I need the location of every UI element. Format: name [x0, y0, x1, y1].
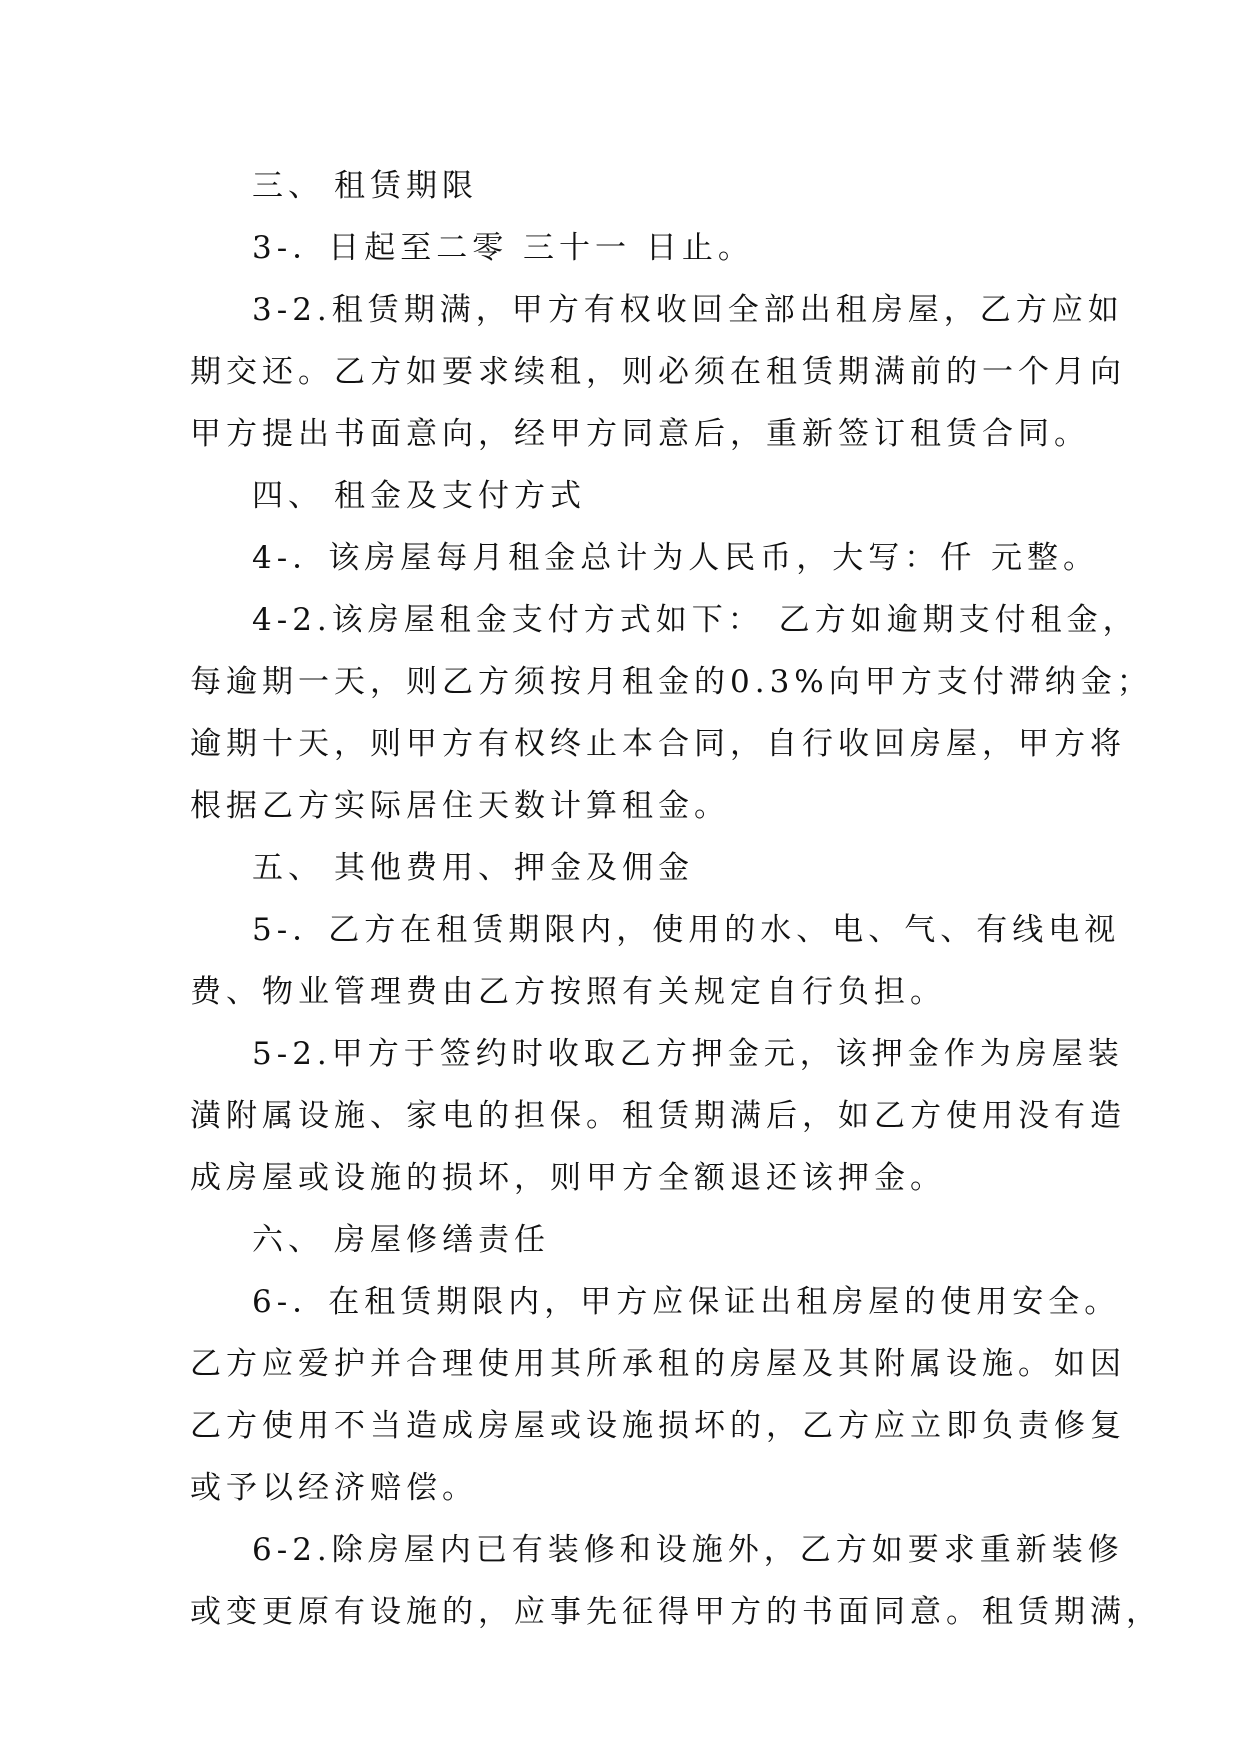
section-heading	[190, 837, 1050, 899]
section-number: 三、	[252, 168, 324, 204]
paragraph-line: 每逾期一天，则乙方须按月租金的0.3%向甲方支付滞纳金；	[190, 664, 1153, 700]
paragraph-line: 逾期十天，则甲方有权终止本合同，自行收回房屋，甲方将	[190, 726, 1126, 762]
section-title: 其他费用、押金及佣金	[334, 850, 694, 886]
paragraph-line: 根据乙方实际居住天数计算租金。	[190, 788, 730, 824]
paragraph-line: 期交还。乙方如要求续租，则必须在租赁期满前的一个月向	[190, 354, 1126, 390]
paragraph-line: 4-2.该房屋租金支付方式如下： 乙方如逾期支付租金，	[252, 602, 1139, 638]
paragraph-line: 费、物业管理费由乙方按照有关规定自行负担。	[190, 974, 946, 1010]
paragraph-line: 5-2.甲方于签约时收取乙方押金元，该押金作为房屋装	[252, 1036, 1124, 1072]
paragraph-line: 甲方提出书面意向，经甲方同意后，重新签订租赁合同。	[190, 416, 1090, 452]
section-number: 六、	[252, 1222, 324, 1258]
section-number: 五、	[252, 850, 324, 886]
section-number: 四、	[252, 478, 324, 514]
paragraph-line: 或变更原有设施的，应事先征得甲方的书面同意。租赁期满，	[190, 1594, 1162, 1630]
paragraph-line: 或予以经济赔偿。	[190, 1470, 478, 1506]
paragraph-line: 成房屋或设施的损坏，则甲方全额退还该押金。	[190, 1160, 946, 1196]
section-title: 房屋修缮责任	[334, 1222, 550, 1258]
paragraph-line: 乙方应爱护并合理使用其所承租的房屋及其附属设施。如因	[190, 1346, 1126, 1382]
paragraph-line: 5-．乙方在租赁期限内，使用的水、电、气、有线电视	[252, 912, 1121, 948]
section-heading	[190, 465, 1050, 527]
paragraph-line: 4-．该房屋每月租金总计为人民币，大写：仟 元整。	[252, 540, 1100, 576]
paragraph-line: 乙方使用不当造成房屋或设施损坏的，乙方应立即负责修复	[190, 1408, 1126, 1444]
paragraph-line: 6-2.除房屋内已有装修和设施外，乙方如要求重新装修	[252, 1532, 1124, 1568]
section-heading	[190, 1209, 1050, 1271]
paragraph-line: 6-．在租赁期限内，甲方应保证出租房屋的使用安全。	[252, 1284, 1121, 1320]
section-title: 租金及支付方式	[334, 478, 586, 514]
paragraph-line: 3-2.租赁期满，甲方有权收回全部出租房屋，乙方应如	[252, 292, 1124, 328]
section-title: 租赁期限	[334, 168, 478, 204]
paragraph-line: 3-．日起至二零 三十一 日止。	[252, 230, 754, 266]
section-heading	[190, 155, 1050, 217]
contract-body	[190, 155, 1162, 1643]
paragraph-line: 潢附属设施、家电的担保。租赁期满后，如乙方使用没有造	[190, 1098, 1126, 1134]
